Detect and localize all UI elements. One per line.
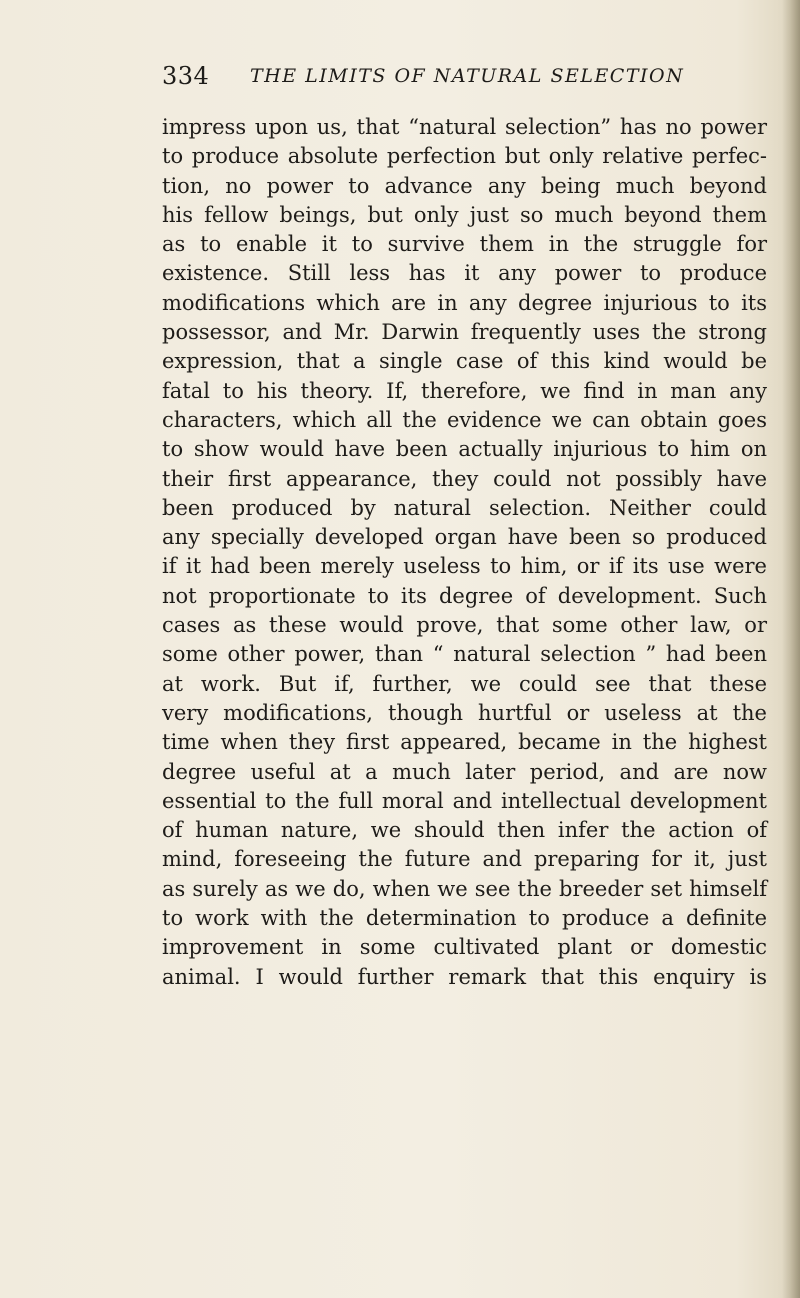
page-edge-shadow bbox=[782, 0, 800, 1298]
text-line: very modifications, though hurtful or useless at the bbox=[162, 700, 767, 725]
text-line: any specially developed organ have been so produced bbox=[162, 525, 767, 550]
text-line: to work with the determination to produce a definite bbox=[162, 906, 767, 931]
text-line: as to enable it to survive them in the struggle for bbox=[162, 232, 767, 257]
text-line: to produce absolute perfection but only relative perfec- bbox=[162, 144, 767, 169]
text-line: improvement in some cultivated plant or domestic bbox=[162, 935, 767, 960]
text-line: fatal to his theory. If, therefore, we find in man any bbox=[162, 378, 767, 403]
text-line: been produced by natural selection. Neither could bbox=[162, 495, 767, 520]
text-line: essential to the full moral and intellectual development bbox=[162, 788, 767, 813]
text-line: animal. I would further remark that this enquiry is bbox=[162, 964, 767, 989]
running-head: THE LIMITS OF NATURAL SELECTION bbox=[250, 65, 685, 87]
text-line: his fellow beings, but only just so much beyond them bbox=[162, 202, 767, 227]
text-line: existence. Still less has it any power to produce bbox=[162, 261, 767, 286]
text-line: impress upon us, that “natural selection” has no power bbox=[162, 115, 767, 139]
text-line: to show would have been actually injurious to him on bbox=[162, 437, 767, 462]
text-line: possessor, and Mr. Darwin frequently uses the strong bbox=[162, 320, 767, 345]
text-line: time when they first appeared, became in the highest bbox=[162, 730, 767, 755]
text-line: cases as these would prove, that some other law, or bbox=[162, 613, 767, 638]
text-line: of human nature, we should then infer the action of bbox=[162, 818, 767, 843]
text-line: expression, that a single case of this kind would be bbox=[162, 349, 767, 374]
text-line: mind, foreseeing the future and preparing for it, just bbox=[162, 847, 767, 872]
text-line: at work. But if, further, we could see that these bbox=[162, 671, 767, 696]
text-line: degree useful at a much later period, and are now bbox=[162, 759, 767, 784]
text-line: characters, which all the evidence we can obtain goes bbox=[162, 407, 767, 432]
body-text bbox=[162, 113, 767, 992]
text-line: if it had been merely useless to him, or if its use were bbox=[162, 554, 767, 579]
text-line: tion, no power to advance any being much beyond bbox=[162, 173, 767, 198]
text-line: modifications which are in any degree injurious to its bbox=[162, 290, 767, 315]
text-line: their first appearance, they could not possibly have bbox=[162, 466, 767, 491]
text-line: as surely as we do, when we see the breeder set himself bbox=[162, 876, 767, 901]
page-number: 334 bbox=[162, 62, 210, 90]
text-line: some other power, than “ natural selection ” had been bbox=[162, 642, 767, 667]
page-header bbox=[162, 62, 762, 102]
text-line: not proportionate to its degree of development. Such bbox=[162, 583, 767, 608]
